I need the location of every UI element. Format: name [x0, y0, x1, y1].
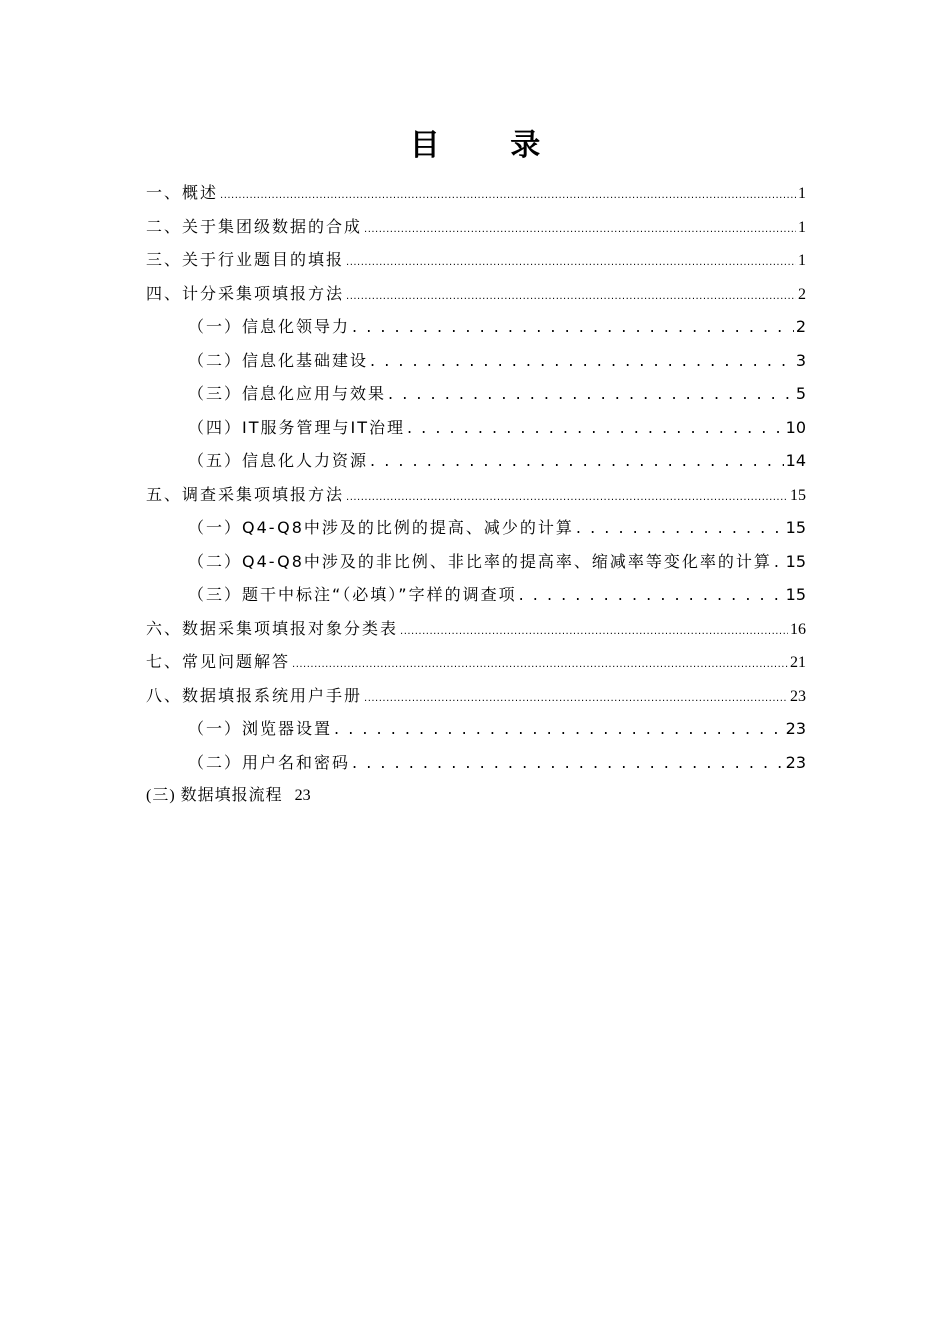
toc-entry-label: （二）用户名和密码 — [188, 752, 351, 772]
toc-entry-page: 2 — [795, 317, 806, 336]
dot-leader — [346, 478, 788, 515]
toc-entry-page: 5 — [795, 384, 806, 403]
toc-entry-page: 1 — [798, 218, 806, 236]
toc-title: 目 录 — [409, 128, 571, 163]
dot-leader — [292, 645, 788, 682]
dot-leader — [346, 277, 796, 314]
toc-entry-label: 五、调查采集项填报方法 — [146, 484, 345, 504]
toc-entry-page: 21 — [790, 654, 806, 671]
toc-entry-group-data-synthesis[interactable] — [146, 210, 806, 244]
toc-subentry-browser-settings[interactable] — [146, 712, 806, 746]
toc-entry-page: 23 — [785, 752, 806, 772]
toc-entry-label: 七、常见问题解答 — [146, 652, 291, 671]
toc-entry-label: 二、关于集团级数据的合成 — [146, 216, 363, 236]
toc-entry-label: （四）IT服务管理与IT治理 — [188, 417, 405, 437]
toc-subentry-change-rate-calculation[interactable] — [146, 545, 806, 579]
dot-leader — [370, 444, 784, 478]
toc-subentry-filling-process[interactable] — [146, 779, 806, 813]
dot-leader — [334, 712, 784, 746]
dot-leader — [346, 243, 796, 280]
dot-leader — [364, 679, 788, 716]
toc-entry-label: 一、概述 — [146, 183, 219, 202]
toc-entry-label: （五）信息化人力资源 — [188, 451, 369, 470]
toc-entry-label: 三、关于行业题目的填报 — [146, 250, 345, 269]
toc-entry-survey-items[interactable] — [146, 478, 806, 512]
toc-entry-label: （二）Q4-Q8中涉及的非比例、非比率的提高率、缩减率等变化率的计算 — [188, 551, 772, 571]
dot-leader — [370, 344, 794, 378]
toc-entry-page: 23 — [785, 719, 806, 738]
dot-leader — [407, 411, 784, 445]
toc-entry-page: 2 — [798, 285, 806, 303]
toc-entry-label: （二）信息化基础建设 — [188, 350, 369, 370]
toc-entry-page: 23 — [790, 687, 806, 705]
toc-entry-page: 15 — [790, 486, 806, 504]
toc-entry-label: (三) 数据填报流程 — [146, 787, 283, 804]
toc-entry-label: 四、计分采集项填报方法 — [146, 283, 345, 303]
toc-entry-overview[interactable] — [146, 176, 806, 210]
toc-subentry-infrastructure[interactable] — [146, 344, 806, 378]
toc-subentry-human-resources[interactable] — [146, 444, 806, 478]
toc-entry-label: 八、数据填报系统用户手册 — [146, 685, 363, 705]
dot-leader — [220, 176, 796, 213]
toc-entry-industry-questions[interactable] — [146, 243, 806, 277]
toc-entry-label: （三）题干中标注“（必填）”字样的调查项 — [188, 585, 517, 604]
toc-entry-label: （一）Q4-Q8中涉及的比例的提高、减少的计算 — [188, 518, 574, 537]
toc-subentry-ratio-calculation[interactable] — [146, 511, 806, 545]
toc-entry-classification-table[interactable] — [146, 612, 806, 646]
toc-subentry-required-items[interactable] — [146, 578, 806, 612]
dot-leader — [400, 612, 788, 649]
toc-entry-page: 15 — [785, 518, 806, 537]
dot-leader — [576, 511, 784, 545]
toc-entry-label: 六、数据采集项填报对象分类表 — [146, 618, 399, 638]
toc-subentry-username-password[interactable] — [146, 746, 806, 780]
toc-subentry-leadership[interactable] — [146, 310, 806, 344]
dot-leader — [388, 377, 794, 411]
toc-subentry-application-effect[interactable] — [146, 377, 806, 411]
toc-entry-scoring-items[interactable] — [146, 277, 806, 311]
toc-entry-page: 16 — [790, 620, 806, 638]
toc-entry-user-manual[interactable] — [146, 679, 806, 713]
toc-entry-faq[interactable] — [146, 645, 806, 679]
dot-leader — [352, 310, 794, 344]
toc-subentry-it-service-management[interactable] — [146, 411, 806, 445]
toc-entry-page: 1 — [798, 185, 806, 202]
dot-leader — [364, 210, 796, 247]
dot-leader — [774, 545, 784, 579]
dot-leader — [352, 746, 784, 780]
toc-entry-label: （一）信息化领导力 — [188, 317, 351, 336]
toc-entry-label: （三）信息化应用与效果 — [188, 384, 387, 403]
toc-entry-page: 3 — [795, 350, 806, 370]
toc-entry-page: 1 — [798, 252, 806, 269]
toc-entry-page: 15 — [785, 551, 806, 571]
toc-entry-page: 14 — [785, 451, 806, 470]
table-of-contents — [146, 176, 806, 813]
toc-entry-page: 10 — [785, 417, 806, 437]
dot-leader — [519, 578, 784, 612]
toc-entry-label: （一）浏览器设置 — [188, 719, 333, 738]
toc-entry-page: 23 — [294, 787, 311, 804]
toc-entry-page: 15 — [785, 585, 806, 604]
